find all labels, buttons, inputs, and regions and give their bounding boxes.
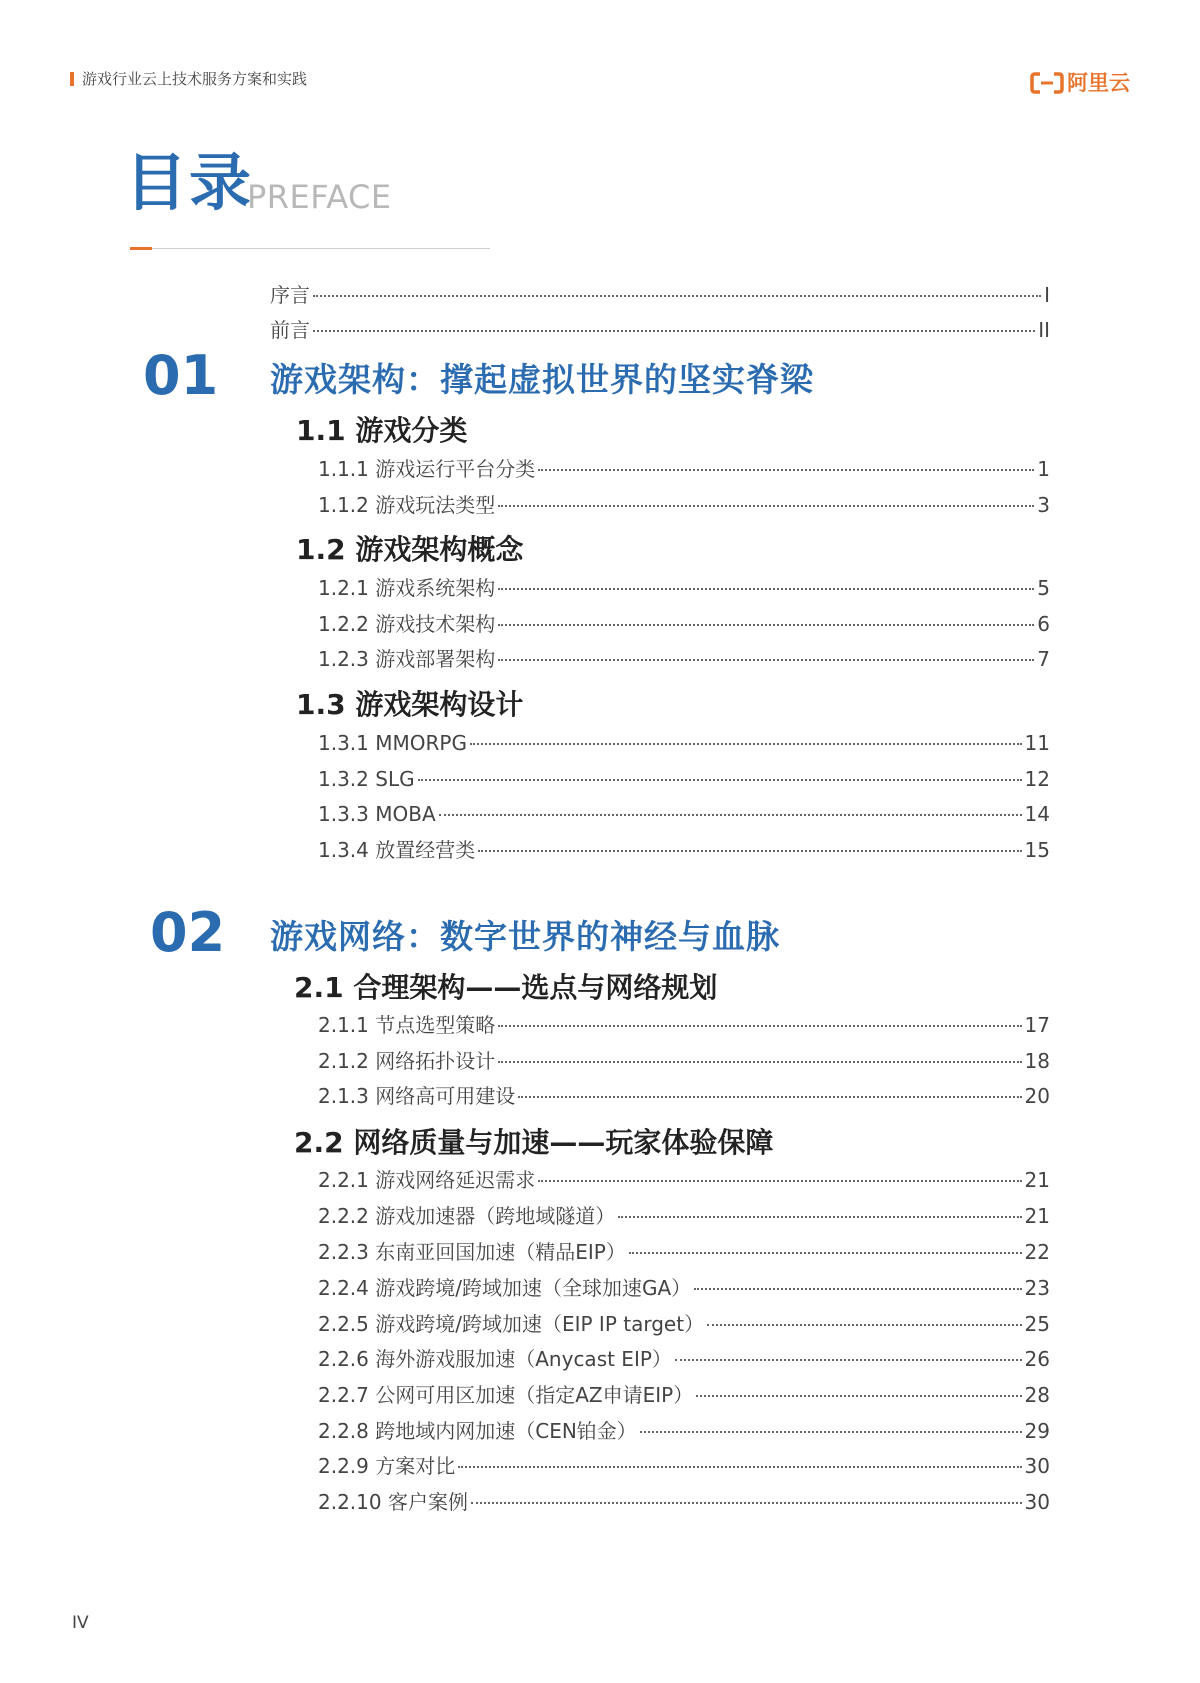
toc-leader-dots xyxy=(498,505,1034,507)
chapter-number: 01 xyxy=(143,344,219,407)
toc-leader-dots xyxy=(498,588,1034,590)
toc-entry-page: 12 xyxy=(1024,767,1050,791)
toc-entry-label: 1.3.4 放置经营类 xyxy=(318,838,476,862)
toc-entry[interactable] xyxy=(318,764,1050,794)
toc-entry-page: 28 xyxy=(1024,1383,1050,1407)
toc-entry[interactable] xyxy=(318,1273,1050,1303)
toc-leader-dots xyxy=(707,1324,1021,1326)
toc-entry-page: 23 xyxy=(1024,1276,1050,1300)
toc-entry[interactable] xyxy=(318,799,1050,829)
toc-entry[interactable] xyxy=(318,1451,1050,1481)
toc-entry-label: 2.2.8 跨地域内网加速（CEN铂金） xyxy=(318,1419,637,1443)
toc-entry-page: 5 xyxy=(1037,576,1050,600)
toc-leader-dots xyxy=(313,330,1035,332)
toc-entry[interactable] xyxy=(318,490,1050,520)
logo-text: 阿里云 xyxy=(1067,71,1130,95)
toc-leader-dots xyxy=(418,779,1022,781)
toc-entry-page: 21 xyxy=(1024,1204,1050,1228)
toc-entry[interactable] xyxy=(318,1165,1050,1195)
toc-entry[interactable] xyxy=(318,835,1050,865)
toc-entry-label: 2.1.3 网络高可用建设 xyxy=(318,1084,516,1108)
page-title-english: PREFACE xyxy=(247,178,392,216)
page-number: IV xyxy=(72,1613,89,1633)
toc-entry-label: 2.1.2 网络拓扑设计 xyxy=(318,1049,496,1073)
toc-leader-dots xyxy=(498,659,1034,661)
toc-entry-page: 25 xyxy=(1024,1312,1050,1336)
toc-entry-label: 2.2.1 游戏网络延迟需求 xyxy=(318,1168,536,1192)
toc-entry-label: 前言 xyxy=(270,318,310,342)
toc-leader-dots xyxy=(478,850,1021,852)
toc-entry-label: 1.3.2 SLG xyxy=(318,767,415,791)
toc-entry[interactable] xyxy=(318,1380,1050,1410)
toc-entry[interactable] xyxy=(318,1416,1050,1446)
toc-entry[interactable] xyxy=(318,1010,1050,1040)
chapter-title[interactable]: 游戏架构：撑起虚拟世界的坚实脊梁 xyxy=(270,360,814,399)
section-title[interactable]: 1.1 游戏分类 xyxy=(296,414,468,447)
toc-leader-dots xyxy=(313,295,1041,297)
toc-entry[interactable] xyxy=(318,1046,1050,1076)
toc-entry-label: 2.1.1 节点选型策略 xyxy=(318,1013,496,1037)
toc-entry[interactable] xyxy=(318,573,1050,603)
toc-entry-label: 序言 xyxy=(270,283,310,307)
toc-entry-preface[interactable] xyxy=(270,280,1050,310)
toc-entry-page: II xyxy=(1038,318,1050,342)
toc-leader-dots xyxy=(618,1216,1021,1218)
toc-entry-page: 26 xyxy=(1024,1347,1050,1371)
toc-leader-dots xyxy=(518,1096,1021,1098)
toc-leader-dots xyxy=(498,1025,1021,1027)
toc-entry-label: 1.1.1 游戏运行平台分类 xyxy=(318,457,536,481)
toc-leader-dots xyxy=(629,1252,1022,1254)
toc-entry-label: 2.2.7 公网可用区加速（指定AZ申请EIP） xyxy=(318,1383,694,1407)
toc-entry-page: 30 xyxy=(1024,1454,1050,1478)
toc-entry-label: 2.2.9 方案对比 xyxy=(318,1454,456,1478)
toc-leader-dots xyxy=(471,1502,1022,1504)
toc-entry[interactable] xyxy=(318,728,1050,758)
toc-entry-label: 1.2.2 游戏技术架构 xyxy=(318,612,496,636)
toc-entry-page: 29 xyxy=(1024,1419,1050,1443)
toc-entry[interactable] xyxy=(318,644,1050,674)
header-document-title: 游戏行业云上技术服务方案和实践 xyxy=(82,70,308,88)
toc-entry-page: 14 xyxy=(1024,802,1050,826)
toc-entry[interactable] xyxy=(318,1237,1050,1267)
toc-entry-page: 3 xyxy=(1037,493,1050,517)
toc-leader-dots xyxy=(640,1431,1022,1433)
aliyun-logo-icon xyxy=(1030,71,1064,95)
toc-entry-page: 1 xyxy=(1037,457,1050,481)
toc-entry-page: 21 xyxy=(1024,1168,1050,1192)
title-accent-line xyxy=(130,247,152,250)
toc-entry-page: I xyxy=(1044,283,1050,307)
toc-entry[interactable] xyxy=(318,454,1050,484)
toc-entry[interactable] xyxy=(318,1081,1050,1111)
toc-entry-label: 1.3.1 MMORPG xyxy=(318,731,467,755)
title-divider xyxy=(152,248,490,249)
toc-entry-label: 2.2.5 游戏跨境/跨域加速（EIP IP target） xyxy=(318,1312,705,1336)
chapter-number: 02 xyxy=(150,901,226,964)
toc-entry[interactable] xyxy=(318,1487,1050,1517)
toc-entry-label: 1.2.3 游戏部署架构 xyxy=(318,647,496,671)
aliyun-logo xyxy=(1030,68,1130,98)
toc-leader-dots xyxy=(498,1061,1021,1063)
chapter-title[interactable]: 游戏网络：数字世界的神经与血脉 xyxy=(270,917,780,956)
toc-entry-label: 2.2.4 游戏跨境/跨域加速（全球加速GA） xyxy=(318,1276,692,1300)
toc-leader-dots xyxy=(498,624,1034,626)
toc-leader-dots xyxy=(694,1288,1021,1290)
toc-entry-label: 2.2.3 东南亚回国加速（精品EIP） xyxy=(318,1240,626,1264)
toc-entry-label: 2.2.10 客户案例 xyxy=(318,1490,468,1514)
section-title[interactable]: 2.1 合理架构——选点与网络规划 xyxy=(294,971,718,1004)
toc-entry[interactable] xyxy=(318,1201,1050,1231)
section-title[interactable]: 2.2 网络质量与加速——玩家体验保障 xyxy=(294,1126,774,1159)
toc-entry-label: 1.1.2 游戏玩法类型 xyxy=(318,493,496,517)
header-accent-bar xyxy=(70,72,74,86)
toc-leader-dots xyxy=(538,1180,1021,1182)
toc-leader-dots xyxy=(458,1466,1021,1468)
toc-entry-page: 17 xyxy=(1024,1013,1050,1037)
toc-leader-dots xyxy=(696,1395,1021,1397)
toc-leader-dots xyxy=(470,743,1022,745)
section-title[interactable]: 1.3 游戏架构设计 xyxy=(296,688,524,721)
toc-entry-page: 22 xyxy=(1024,1240,1050,1264)
toc-entry-label: 1.3.3 MOBA xyxy=(318,802,436,826)
page-title: 目录 xyxy=(125,146,254,219)
toc-entry[interactable] xyxy=(318,1344,1050,1374)
toc-entry-page: 11 xyxy=(1024,731,1050,755)
toc-entry-page: 30 xyxy=(1024,1490,1050,1514)
section-title[interactable]: 1.2 游戏架构概念 xyxy=(296,533,524,566)
toc-entry-label: 1.2.1 游戏系统架构 xyxy=(318,576,496,600)
toc-leader-dots xyxy=(675,1359,1022,1361)
toc-leader-dots xyxy=(538,469,1034,471)
toc-entry-page: 6 xyxy=(1037,612,1050,636)
toc-entry-page: 18 xyxy=(1024,1049,1050,1073)
toc-entry-page: 15 xyxy=(1024,838,1050,862)
toc-entry-label: 2.2.2 游戏加速器（跨地域隧道） xyxy=(318,1204,616,1228)
toc-entry-page: 7 xyxy=(1037,647,1050,671)
toc-entry-foreword[interactable] xyxy=(270,315,1050,345)
toc-leader-dots xyxy=(439,814,1022,816)
toc-entry[interactable] xyxy=(318,1309,1050,1339)
toc-entry-page: 20 xyxy=(1024,1084,1050,1108)
toc-entry-label: 2.2.6 海外游戏服加速（Anycast EIP） xyxy=(318,1347,672,1371)
toc-entry[interactable] xyxy=(318,609,1050,639)
